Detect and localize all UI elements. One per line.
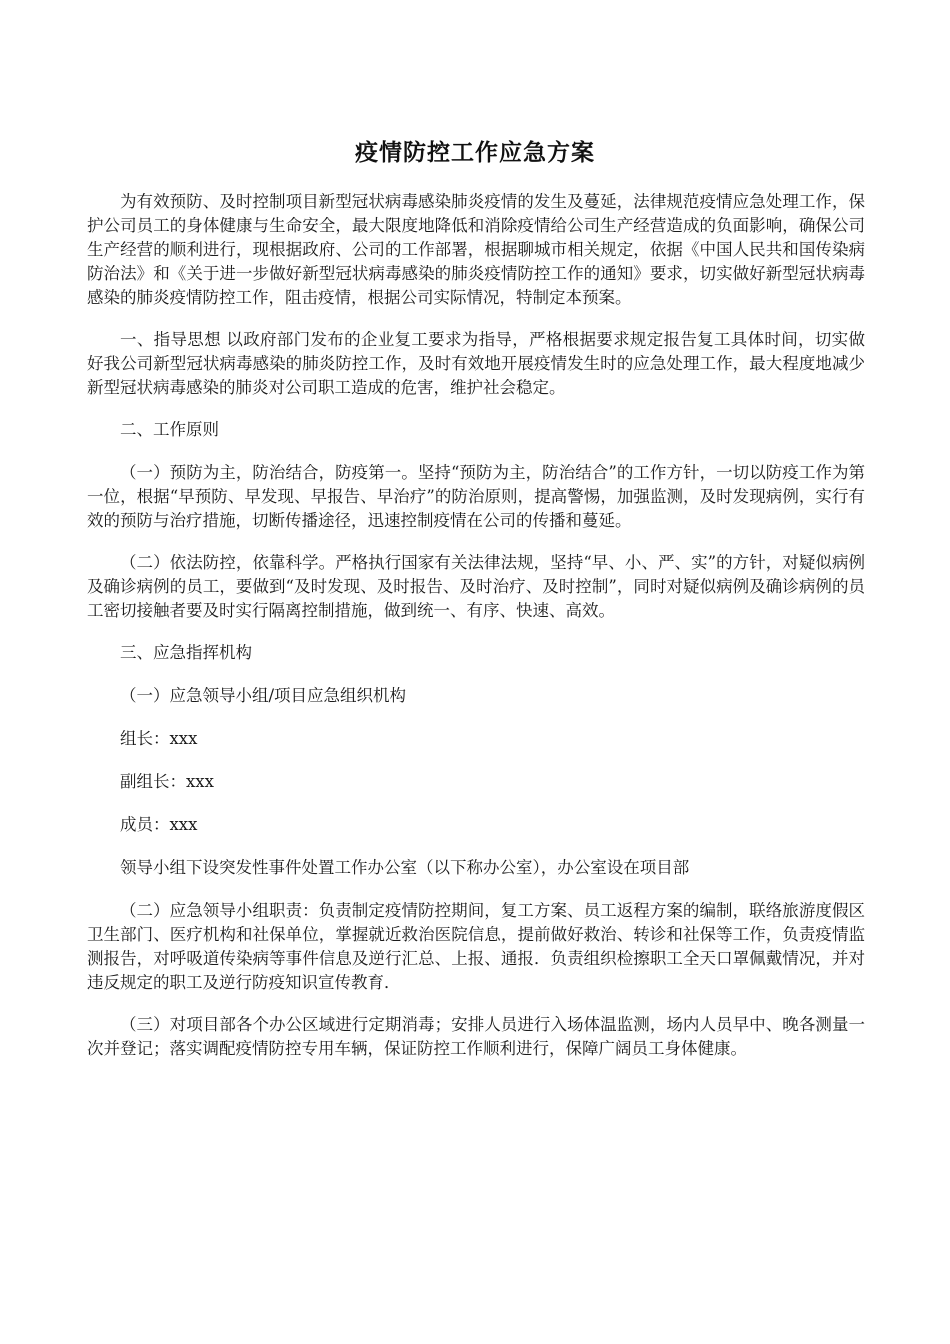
deputy-group-leader: 副组长：xxx bbox=[120, 772, 214, 791]
paragraph-group-duties: （二）应急领导小组职责：负责制定疫情防控期间，复工方案、员工返程方案的编制，联络旅游度假区卫生部门、医疗机构和社保单位，掌握就近救治医院信息，提前做好救治、转诊和社保等工作，负责疫情监测报告，对呼吸道传染病等事件信息及逆行汇总、上报、通报．负责组织检擦职工全天口罩佩戴情况，并对违反规定的职工及逆行防疫知识宣传教育． bbox=[87, 901, 865, 992]
document-title: 疫情防控工作应急方案 bbox=[355, 140, 595, 166]
group-members: 成员：xxx bbox=[120, 815, 198, 834]
paragraph-intro: 为有效预防、及时控制项目新型冠状病毒感染肺炎疫情的发生及蔓延，法律规范疫情应急处理工作，保护公司员工的身体健康与生命安全，最大限度地降低和消除疫情给公司生产经营造成的负面影响，确保公司生产经营的顺利进行，现根据政府、公司的工作部署，根据聊城市相关规定，依据《中国人民共和国传染病防治法》和《关于进一步做好新型冠状病毒感染的肺炎疫情防控工作的通知》要求，切实做好新型冠状病毒感染的肺炎疫情防控工作，阻击疫情，根据公司实际情况，特制定本预案。 bbox=[87, 192, 865, 307]
subheading-leading-group: （一）应急领导小组/项目应急组织机构 bbox=[120, 686, 407, 705]
heading-work-principles: 二、工作原则 bbox=[120, 420, 219, 439]
paragraph-principle-1: （一）预防为主，防治结合，防疫第一。坚持“预防为主，防治结合”的工作方针，一切以防疫工作为第一位，根据“早预防、早发现、早报告、早治疗”的防治原则，提高警惕，加强监测，及时发现病例，实行有效的预防与治疗措施，切断传播途径，迅速控制疫情在公司的传播和蔓延。 bbox=[87, 463, 865, 530]
group-leader: 组长：xxx bbox=[120, 729, 198, 748]
heading-command-structure: 三、应急指挥机构 bbox=[120, 643, 252, 662]
paragraph-guiding-thought: 一、指导思想 以政府部门发布的企业复工要求为指导，严格根据要求规定报告复工具体时间，切实做好我公司新型冠状病毒感染的肺炎防控工作，及时有效地开展疫情发生时的应急处理工作，最大程度地减少新型冠状病毒感染的肺炎对公司职工造成的危害，维护社会稳定。 bbox=[87, 330, 865, 397]
document-body bbox=[87, 190, 865, 1079]
paragraph-principle-2: （二）依法防控，依靠科学。严格执行国家有关法律法规，坚持“早、小、严、实”的方针，对疑似病例及确诊病例的员工，要做到“及时发现、及时报告、及时治疗、及时控制”，同时对疑似病例及确诊病例的员工密切接触者要及时实行隔离控制措施，做到统一、有序、快速、高效。 bbox=[87, 553, 865, 620]
office-note: 领导小组下设突发性事件处置工作办公室（以下称办公室），办公室设在项目部 bbox=[120, 858, 690, 877]
paragraph-disinfection: （三）对项目部各个办公区域进行定期消毒；安排人员进行入场体温监测，场内人员早中、晚各测量一次并登记；落实调配疫情防控专用车辆，保证防控工作顺利进行，保障广阔员工身体健康。 bbox=[87, 1015, 865, 1058]
